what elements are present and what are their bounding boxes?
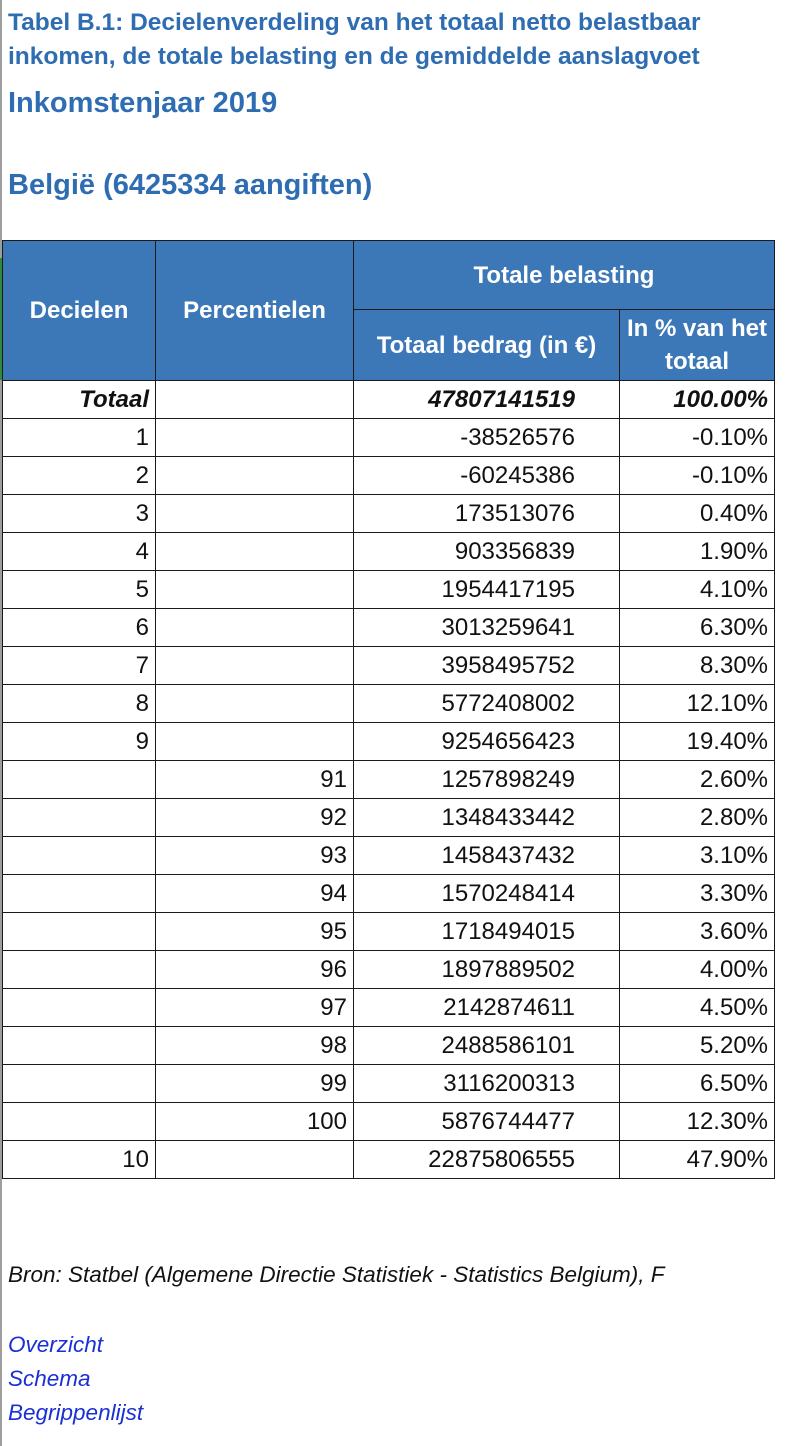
table-row: [3, 875, 775, 913]
percent-cell: -0.10%: [620, 419, 775, 457]
percentile-cell: [156, 647, 354, 685]
link-schema[interactable]: Schema: [8, 1366, 91, 1391]
header-percentielen: Percentielen: [156, 241, 354, 381]
percentile-cell: [156, 723, 354, 761]
percentile-cell: [156, 609, 354, 647]
decile-cell: 5: [3, 571, 156, 609]
percent-cell: 19.40%: [620, 723, 775, 761]
percentile-cell: 91: [156, 761, 354, 799]
decile-cell: 7: [3, 647, 156, 685]
decile-cell: [3, 1103, 156, 1141]
amount-cell: 3958495752: [354, 647, 620, 685]
table-row: [3, 495, 775, 533]
table-row: [3, 837, 775, 875]
percent-cell: 6.30%: [620, 609, 775, 647]
decile-cell: [3, 761, 156, 799]
table-row: [3, 533, 775, 571]
percentile-cell: 97: [156, 989, 354, 1027]
decile-cell: 6: [3, 609, 156, 647]
percentile-cell: 96: [156, 951, 354, 989]
percent-cell: 4.00%: [620, 951, 775, 989]
link-begrippenlijst[interactable]: Begrippenlijst: [8, 1400, 144, 1425]
percentile-cell: 93: [156, 837, 354, 875]
percent-cell: 8.30%: [620, 647, 775, 685]
amount-cell: 3013259641: [354, 609, 620, 647]
table-row: [3, 419, 775, 457]
table-row: [3, 913, 775, 951]
amount-cell: 1570248414: [354, 875, 620, 913]
decile-cell: 2: [3, 457, 156, 495]
percentile-cell: [156, 685, 354, 723]
decile-table: [2, 240, 775, 1179]
decile-cell: [3, 875, 156, 913]
decile-cell: [3, 913, 156, 951]
amount-cell: 1257898249: [354, 761, 620, 799]
amount-cell: 1458437432: [354, 837, 620, 875]
decile-cell: 1: [3, 419, 156, 457]
decile-cell: 3: [3, 495, 156, 533]
percentile-cell: [156, 533, 354, 571]
percent-cell: 12.10%: [620, 685, 775, 723]
percentile-cell: [156, 571, 354, 609]
header-totale-belasting: Totale belasting: [354, 241, 775, 310]
total-label: Totaal: [3, 381, 156, 419]
region-heading: België (6425334 aangiften): [8, 169, 373, 201]
header-decielen: Decielen: [3, 241, 156, 381]
percentile-cell: 100: [156, 1103, 354, 1141]
percent-cell: 5.20%: [620, 1027, 775, 1065]
percentile-cell: [156, 1141, 354, 1179]
table-row: [3, 571, 775, 609]
percent-cell: 0.40%: [620, 495, 775, 533]
table-row: [3, 609, 775, 647]
amount-cell: -38526576: [354, 419, 620, 457]
table-row: [3, 1103, 775, 1141]
total-amount: 47807141519: [354, 381, 620, 419]
income-year-heading: Inkomstenjaar 2019: [8, 87, 278, 119]
amount-cell: 1348433442: [354, 799, 620, 837]
table-row: [3, 989, 775, 1027]
table-row: [3, 457, 775, 495]
percentile-cell: 98: [156, 1027, 354, 1065]
percent-cell: 3.30%: [620, 875, 775, 913]
percentile-cell: 99: [156, 1065, 354, 1103]
table-row: [3, 761, 775, 799]
decile-cell: [3, 837, 156, 875]
table-total-row: [3, 381, 775, 419]
percentile-cell: [156, 457, 354, 495]
amount-cell: 22875806555: [354, 1141, 620, 1179]
amount-cell: 1897889502: [354, 951, 620, 989]
amount-cell: 173513076: [354, 495, 620, 533]
percent-cell: 12.30%: [620, 1103, 775, 1141]
table-row: [3, 647, 775, 685]
decile-cell: [3, 989, 156, 1027]
amount-cell: 3116200313: [354, 1065, 620, 1103]
amount-cell: 2488586101: [354, 1027, 620, 1065]
percent-cell: 4.50%: [620, 989, 775, 1027]
header-totaal-bedrag: Totaal bedrag (in €): [354, 310, 620, 381]
table-row: [3, 1027, 775, 1065]
total-percentile-cell: [156, 381, 354, 419]
percent-cell: 2.60%: [620, 761, 775, 799]
source-note: Bron: Statbel (Algemene Directie Statistiek - Statistics Belgium), F: [8, 1262, 665, 1287]
percent-cell: 3.10%: [620, 837, 775, 875]
percentile-cell: [156, 495, 354, 533]
percent-cell: 6.50%: [620, 1065, 775, 1103]
percentile-cell: 92: [156, 799, 354, 837]
percent-cell: 47.90%: [620, 1141, 775, 1179]
percentile-cell: 95: [156, 913, 354, 951]
percent-cell: -0.10%: [620, 457, 775, 495]
table-row: [3, 799, 775, 837]
navigation-links: [8, 1328, 143, 1430]
table-row: [3, 951, 775, 989]
percentile-cell: 94: [156, 875, 354, 913]
amount-cell: 2142874611: [354, 989, 620, 1027]
amount-cell: 903356839: [354, 533, 620, 571]
table-row: [3, 1065, 775, 1103]
percent-cell: 4.10%: [620, 571, 775, 609]
amount-cell: 5876744477: [354, 1103, 620, 1141]
decile-cell: 4: [3, 533, 156, 571]
decile-cell: 9: [3, 723, 156, 761]
amount-cell: 5772408002: [354, 685, 620, 723]
total-percent: 100.00%: [620, 381, 775, 419]
decile-cell: 8: [3, 685, 156, 723]
table-row: [3, 723, 775, 761]
percent-cell: 2.80%: [620, 799, 775, 837]
decile-cell: [3, 951, 156, 989]
decile-cell: [3, 799, 156, 837]
decile-cell: [3, 1065, 156, 1103]
decile-cell: [3, 1027, 156, 1065]
percent-cell: 3.60%: [620, 913, 775, 951]
amount-cell: -60245386: [354, 457, 620, 495]
percent-cell: 1.90%: [620, 533, 775, 571]
table-row: [3, 685, 775, 723]
table-row: [3, 1141, 775, 1179]
table-title: Tabel B.1: Decielenverdeling van het totaal netto belastbaar inkomen, de totale belasting en de gemiddelde aanslagvoet: [8, 9, 701, 70]
decile-cell: 10: [3, 1141, 156, 1179]
amount-cell: 9254656423: [354, 723, 620, 761]
header-percent-van-totaal: In % van het totaal: [620, 310, 775, 381]
amount-cell: 1954417195: [354, 571, 620, 609]
link-overzicht[interactable]: Overzicht: [8, 1332, 104, 1357]
amount-cell: 1718494015: [354, 913, 620, 951]
percentile-cell: [156, 419, 354, 457]
